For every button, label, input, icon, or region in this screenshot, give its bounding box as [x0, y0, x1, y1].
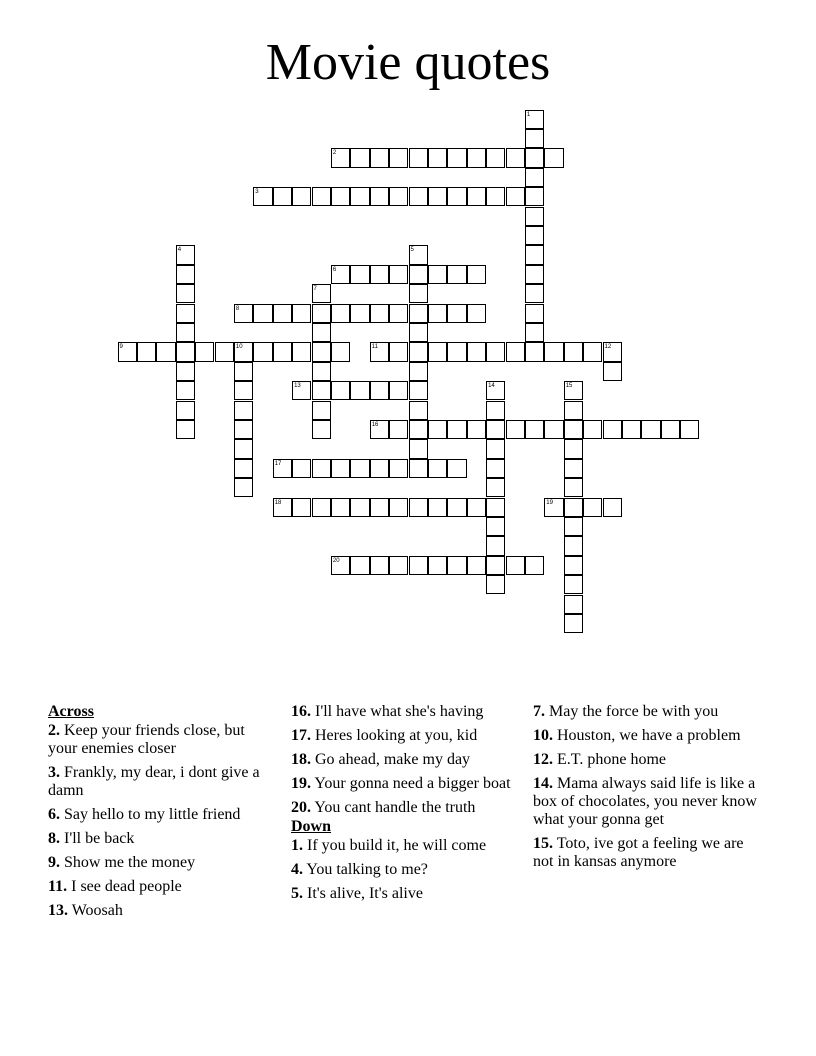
grid-cell[interactable] — [525, 420, 544, 439]
grid-cell[interactable] — [331, 265, 350, 284]
grid-cell[interactable] — [215, 342, 234, 361]
grid-cell[interactable] — [564, 439, 583, 458]
grid-cell[interactable] — [525, 148, 544, 167]
grid-cell[interactable] — [583, 498, 602, 517]
grid-cell[interactable] — [680, 420, 699, 439]
clues-column-1 — [48, 703, 268, 926]
grid-cell[interactable] — [234, 304, 253, 323]
grid-cell[interactable] — [389, 265, 408, 284]
grid-cell[interactable] — [486, 459, 505, 478]
grid-cell[interactable] — [176, 342, 195, 361]
grid-cell[interactable] — [176, 362, 195, 381]
grid-cell[interactable] — [253, 304, 272, 323]
grid-cell[interactable] — [370, 187, 389, 206]
down-heading: Down — [291, 818, 332, 835]
puzzle-title: Movie quotes — [265, 34, 551, 91]
grid-cell[interactable] — [525, 304, 544, 323]
clue-number-19: 19 — [546, 499, 553, 506]
grid-cell[interactable] — [564, 575, 583, 594]
clue-number-5: 5 — [410, 247, 414, 254]
grid-cell[interactable] — [292, 342, 311, 361]
grid-cell[interactable] — [389, 381, 408, 400]
grid-cell[interactable] — [447, 187, 466, 206]
grid-cell[interactable] — [331, 381, 350, 400]
grid-cell[interactable] — [447, 459, 466, 478]
grid-cell[interactable] — [137, 342, 156, 361]
grid-cell[interactable] — [525, 342, 544, 361]
clue-number-12: 12 — [604, 344, 612, 351]
grid-cell[interactable] — [253, 342, 272, 361]
grid-cell[interactable] — [525, 129, 544, 148]
grid-cell[interactable] — [525, 245, 544, 264]
grid-cell[interactable] — [176, 284, 195, 303]
grid-cell[interactable] — [350, 459, 369, 478]
clues-column-3 — [533, 703, 758, 877]
grid-cell[interactable] — [312, 323, 331, 342]
grid-cell[interactable] — [486, 498, 505, 517]
grid-cell[interactable] — [331, 342, 350, 361]
clue-number-2: 2 — [332, 150, 337, 157]
grid-cell[interactable] — [428, 342, 447, 361]
grid-cell[interactable] — [447, 556, 466, 575]
clue-number-17: 17 — [274, 460, 282, 467]
grid-cell[interactable] — [486, 342, 505, 361]
grid-cell[interactable] — [603, 342, 622, 361]
grid-cell[interactable] — [564, 517, 583, 536]
grid-cell[interactable] — [409, 265, 428, 284]
grid-cell[interactable] — [525, 207, 544, 226]
grid-cell[interactable] — [525, 187, 544, 206]
grid-cell[interactable] — [312, 401, 331, 420]
grid-cell[interactable] — [331, 148, 350, 167]
grid-cell[interactable] — [428, 498, 447, 517]
grid-cell[interactable] — [409, 245, 428, 264]
grid-cell[interactable] — [409, 304, 428, 323]
grid-cell[interactable] — [447, 304, 466, 323]
grid-cell[interactable] — [273, 304, 292, 323]
grid-cell[interactable] — [447, 265, 466, 284]
grid-cell[interactable] — [486, 517, 505, 536]
grid-cell[interactable] — [428, 459, 447, 478]
grid-cell[interactable] — [467, 148, 486, 167]
grid-cell[interactable] — [583, 342, 602, 361]
grid-cell[interactable] — [564, 459, 583, 478]
grid-cell[interactable] — [622, 420, 641, 439]
grid-cell[interactable] — [447, 342, 466, 361]
grid-cell[interactable] — [292, 187, 311, 206]
grid-cell[interactable] — [253, 187, 272, 206]
clue-number-10: 10 — [235, 344, 243, 351]
grid-cell[interactable] — [273, 498, 292, 517]
grid-cell[interactable] — [409, 362, 428, 381]
grid-cell[interactable] — [564, 556, 583, 575]
grid-cell[interactable] — [486, 536, 505, 555]
grid-cell[interactable] — [525, 265, 544, 284]
clue-across-2: 2. Keep your friends close, but your enemies closer — [48, 722, 245, 757]
clue-number-7: 7 — [313, 286, 317, 293]
clue-across-3: 3. Frankly, my dear, i dont give a damn — [48, 764, 260, 799]
grid-cell[interactable] — [447, 498, 466, 517]
grid-cell[interactable] — [312, 362, 331, 381]
grid-cell[interactable] — [506, 342, 525, 361]
grid-cell[interactable] — [409, 284, 428, 303]
grid-cell[interactable] — [273, 459, 292, 478]
grid-cell[interactable] — [312, 284, 331, 303]
grid-cell[interactable] — [234, 459, 253, 478]
grid-cell[interactable] — [312, 381, 331, 400]
clue-number-4: 4 — [177, 247, 182, 254]
grid-cell[interactable] — [467, 420, 486, 439]
clue-across-11: 11. I see dead people — [48, 878, 182, 895]
clue-number-3: 3 — [255, 189, 259, 196]
grid-cell[interactable] — [176, 245, 195, 264]
grid-cell[interactable] — [292, 459, 311, 478]
grid-cell[interactable] — [486, 187, 505, 206]
grid-cell[interactable] — [428, 420, 447, 439]
grid-cell[interactable] — [176, 304, 195, 323]
grid-cell[interactable] — [544, 498, 563, 517]
clue-across-9: 9. Show me the money — [48, 854, 196, 871]
grid-cell[interactable] — [176, 401, 195, 420]
grid-cell[interactable] — [389, 498, 408, 517]
grid-cell[interactable] — [564, 595, 583, 614]
grid-cell[interactable] — [486, 556, 505, 575]
grid-cell[interactable] — [331, 304, 350, 323]
clue-number-8: 8 — [235, 305, 240, 312]
clue-number-9: 9 — [119, 344, 123, 351]
grid-cell[interactable] — [350, 381, 369, 400]
grid-cell[interactable] — [525, 556, 544, 575]
grid-cell[interactable] — [234, 439, 253, 458]
grid-cell[interactable] — [409, 401, 428, 420]
across-heading: Across — [48, 703, 94, 720]
grid-cell[interactable] — [564, 420, 583, 439]
clue-across-18: 18. Go ahead, make my day — [291, 751, 471, 768]
grid-cell[interactable] — [389, 148, 408, 167]
grid-cell[interactable] — [486, 420, 505, 439]
clue-down-4: 4. You talking to me? — [291, 861, 428, 878]
grid-cell[interactable] — [176, 420, 195, 439]
grid-cell[interactable] — [447, 420, 466, 439]
clue-number-16: 16 — [371, 421, 379, 428]
clue-down-7: 7. May the force be with you — [533, 703, 719, 720]
grid-cell[interactable] — [467, 265, 486, 284]
grid-cell[interactable] — [525, 110, 544, 129]
grid-cell[interactable] — [467, 304, 486, 323]
clue-across-6: 6. Say hello to my little friend — [48, 806, 241, 823]
grid-cell[interactable] — [195, 342, 214, 361]
grid-cell[interactable] — [331, 187, 350, 206]
clue-down-10: 10. Houston, we have a problem — [533, 727, 741, 744]
grid-cell[interactable] — [409, 381, 428, 400]
grid-cell[interactable] — [234, 478, 253, 497]
grid-cell[interactable] — [370, 498, 389, 517]
grid-cell[interactable] — [506, 556, 525, 575]
grid-cell[interactable] — [370, 556, 389, 575]
clue-down-14: 14. Mama always said life is like a box of chocolates, you never know what your gonna get — [533, 775, 757, 828]
grid-cell[interactable] — [506, 187, 525, 206]
grid-cell[interactable] — [409, 459, 428, 478]
grid-cell[interactable] — [370, 148, 389, 167]
grid-cell[interactable] — [661, 420, 680, 439]
grid-cell[interactable] — [312, 187, 331, 206]
grid-cell[interactable] — [506, 420, 525, 439]
grid-cell[interactable] — [409, 187, 428, 206]
grid-cell[interactable] — [273, 342, 292, 361]
grid-cell[interactable] — [350, 498, 369, 517]
clue-number-15: 15 — [565, 383, 573, 390]
grid-cell[interactable] — [370, 459, 389, 478]
grid-cell[interactable] — [370, 342, 389, 361]
clue-number-11: 11 — [371, 344, 378, 351]
clue-down-5: 5. It's alive, It's alive — [291, 885, 423, 902]
grid-cell[interactable] — [156, 342, 175, 361]
grid-cell[interactable] — [176, 323, 195, 342]
grid-cell[interactable] — [312, 420, 331, 439]
grid-cell[interactable] — [486, 439, 505, 458]
grid-cell[interactable] — [176, 381, 195, 400]
grid-cell[interactable] — [525, 226, 544, 245]
clue-down-1: 1. If you build it, he will come — [291, 837, 487, 854]
grid-cell[interactable] — [544, 148, 563, 167]
grid-cell[interactable] — [564, 478, 583, 497]
grid-cell[interactable] — [312, 498, 331, 517]
grid-cell[interactable] — [525, 284, 544, 303]
clues-column-2 — [291, 703, 516, 909]
grid-cell[interactable] — [350, 304, 369, 323]
grid-cell[interactable] — [525, 323, 544, 342]
grid-cell[interactable] — [564, 401, 583, 420]
grid-cell[interactable] — [409, 342, 428, 361]
grid-cell[interactable] — [331, 556, 350, 575]
grid-cell[interactable] — [603, 420, 622, 439]
grid-cell[interactable] — [641, 420, 660, 439]
grid-cell[interactable] — [312, 342, 331, 361]
grid-cell[interactable] — [292, 304, 311, 323]
grid-cell[interactable] — [409, 498, 428, 517]
grid-cell[interactable] — [234, 420, 253, 439]
clue-across-20: 20. You cant handle the truth — [291, 799, 476, 816]
grid-cell[interactable] — [292, 498, 311, 517]
grid-cell[interactable] — [370, 304, 389, 323]
grid-cell[interactable] — [370, 265, 389, 284]
grid-cell[interactable] — [350, 556, 369, 575]
grid-cell[interactable] — [583, 420, 602, 439]
clue-across-8: 8. I'll be back — [48, 830, 135, 847]
grid-cell[interactable] — [428, 187, 447, 206]
grid-cell[interactable] — [409, 439, 428, 458]
clue-across-16: 16. I'll have what she's having — [291, 703, 484, 720]
clue-down-12: 12. E.T. phone home — [533, 751, 667, 768]
grid-cell[interactable] — [409, 556, 428, 575]
grid-cell[interactable] — [467, 556, 486, 575]
grid-cell[interactable] — [603, 362, 622, 381]
grid-cell[interactable] — [506, 148, 525, 167]
grid-cell[interactable] — [564, 536, 583, 555]
grid-cell[interactable] — [370, 420, 389, 439]
grid-cell[interactable] — [350, 148, 369, 167]
grid-cell[interactable] — [312, 304, 331, 323]
grid-cell[interactable] — [544, 342, 563, 361]
grid-cell[interactable] — [389, 459, 408, 478]
grid-cell[interactable] — [312, 459, 331, 478]
grid-cell[interactable] — [467, 187, 486, 206]
grid-cell[interactable] — [525, 168, 544, 187]
grid-cell[interactable] — [118, 342, 137, 361]
grid-cell[interactable] — [486, 478, 505, 497]
grid-cell[interactable] — [564, 342, 583, 361]
grid-cell[interactable] — [331, 459, 350, 478]
grid-cell[interactable] — [389, 187, 408, 206]
grid-cell[interactable] — [486, 401, 505, 420]
grid-cell[interactable] — [370, 381, 389, 400]
grid-cell[interactable] — [544, 420, 563, 439]
grid-cell[interactable] — [467, 498, 486, 517]
grid-cell[interactable] — [428, 265, 447, 284]
grid-cell[interactable] — [273, 187, 292, 206]
grid-cell[interactable] — [486, 575, 505, 594]
clue-number-13: 13 — [294, 383, 301, 390]
grid-cell[interactable] — [486, 148, 505, 167]
grid-cell[interactable] — [486, 381, 505, 400]
grid-cell[interactable] — [564, 381, 583, 400]
clue-number-18: 18 — [274, 499, 282, 506]
clue-number-6: 6 — [332, 266, 337, 273]
grid-cell[interactable] — [409, 148, 428, 167]
grid-cell[interactable] — [389, 420, 408, 439]
clue-across-19: 19. Your gonna need a bigger boat — [291, 775, 511, 792]
grid-cell[interactable] — [234, 362, 253, 381]
clue-number-14: 14 — [488, 383, 495, 390]
grid-cell[interactable] — [389, 556, 408, 575]
clue-across-17: 17. Heres looking at you, kid — [291, 727, 478, 744]
grid-cell[interactable] — [389, 304, 408, 323]
grid-cell[interactable] — [564, 498, 583, 517]
grid-cell[interactable] — [292, 381, 311, 400]
grid-cell[interactable] — [331, 498, 350, 517]
grid-cell[interactable] — [350, 265, 369, 284]
clue-down-15: 15. Toto, ive got a feeling we are not in kansas anymore — [533, 835, 744, 870]
clue-number-20: 20 — [332, 557, 340, 564]
grid-cell[interactable] — [234, 381, 253, 400]
clue-across-13: 13. Woosah — [48, 902, 123, 919]
grid-cell[interactable] — [234, 401, 253, 420]
grid-cell[interactable] — [564, 614, 583, 633]
grid-cell[interactable] — [428, 148, 447, 167]
grid-cell[interactable] — [467, 342, 486, 361]
grid-cell[interactable] — [234, 342, 253, 361]
clue-number-1: 1 — [526, 111, 531, 118]
grid-cell[interactable] — [389, 342, 408, 361]
grid-cell[interactable] — [350, 187, 369, 206]
grid-cell[interactable] — [447, 148, 466, 167]
grid-cell[interactable] — [409, 323, 428, 342]
grid-cell[interactable] — [409, 420, 428, 439]
grid-cell[interactable] — [603, 498, 622, 517]
grid-cell[interactable] — [428, 556, 447, 575]
grid-cell[interactable] — [176, 265, 195, 284]
grid-cell[interactable] — [428, 304, 447, 323]
